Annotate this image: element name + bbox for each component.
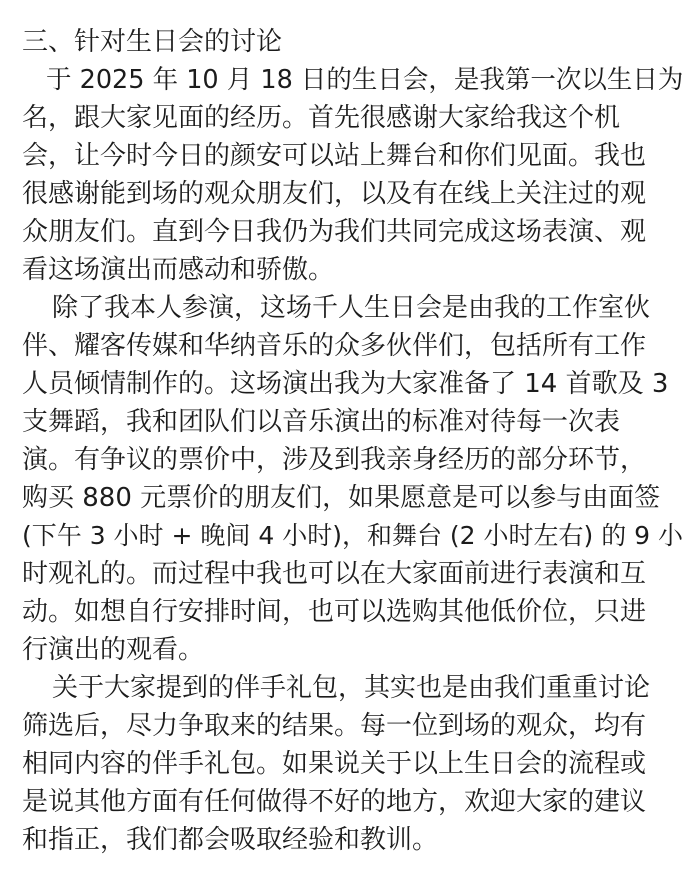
text-line: 动。如想自行安排时间，也可以选购其他低价位，只进 — [22, 597, 647, 627]
text-line: 很感谢能到场的观众朋友们，以及有在线上关注过的观 — [22, 179, 647, 209]
text-line: 和指正，我们都会吸取经验和教训。 — [22, 825, 439, 855]
text-line: 支舞蹈，我和团队们以音乐演出的标准对待每一次表 — [22, 407, 621, 437]
section-heading: 三、针对生日会的讨论 — [22, 27, 283, 57]
text-line: 筛选后，尽力争取来的结果。每一位到场的观众，均有 — [22, 711, 647, 741]
text-line: 伴、耀客传媒和华纳音乐的众多伙伴们，包括所有工作 — [22, 331, 647, 361]
text-line: 名，跟大家见面的经历。首先很感谢大家给我这个机 — [22, 103, 621, 133]
text-line: 于 2025 年 10 月 18 日的生日会，是我第一次以生日为 — [46, 65, 684, 95]
text-line: (下午 3 小时 + 晚间 4 小时)，和舞台 (2 小时左右) 的 9 小 — [22, 521, 684, 550]
text-line: 看这场演出而感动和骄傲。 — [22, 255, 335, 285]
text-line: 除了我本人参演，这场千人生日会是由我的工作室伙 — [52, 293, 651, 323]
text-line: 众朋友们。直到今日我仍为我们共同完成这场表演、观 — [22, 217, 647, 247]
text-line: 相同内容的伴手礼包。如果说关于以上生日会的流程或 — [22, 749, 647, 779]
text-line: 时观礼的。而过程中我也可以在大家面前进行表演和互 — [22, 559, 647, 589]
text-line: 是说其他方面有任何做得不好的地方，欢迎大家的建议 — [22, 787, 647, 817]
text-line: 关于大家提到的伴手礼包，其实也是由我们重重讨论 — [52, 673, 651, 703]
text-line: 人员倾情制作的。这场演出我为大家准备了 14 首歌及 3 — [22, 369, 669, 399]
text-line: 演。有争议的票价中，涉及到我亲身经历的部分环节， — [22, 445, 647, 475]
text-line: 会，让今时今日的颜安可以站上舞台和你们见面。我也 — [22, 141, 647, 171]
text-line: 行演出的观看。 — [22, 635, 205, 665]
text-line: 购买 880 元票价的朋友们，如果愿意是可以参与由面签 — [22, 483, 661, 513]
